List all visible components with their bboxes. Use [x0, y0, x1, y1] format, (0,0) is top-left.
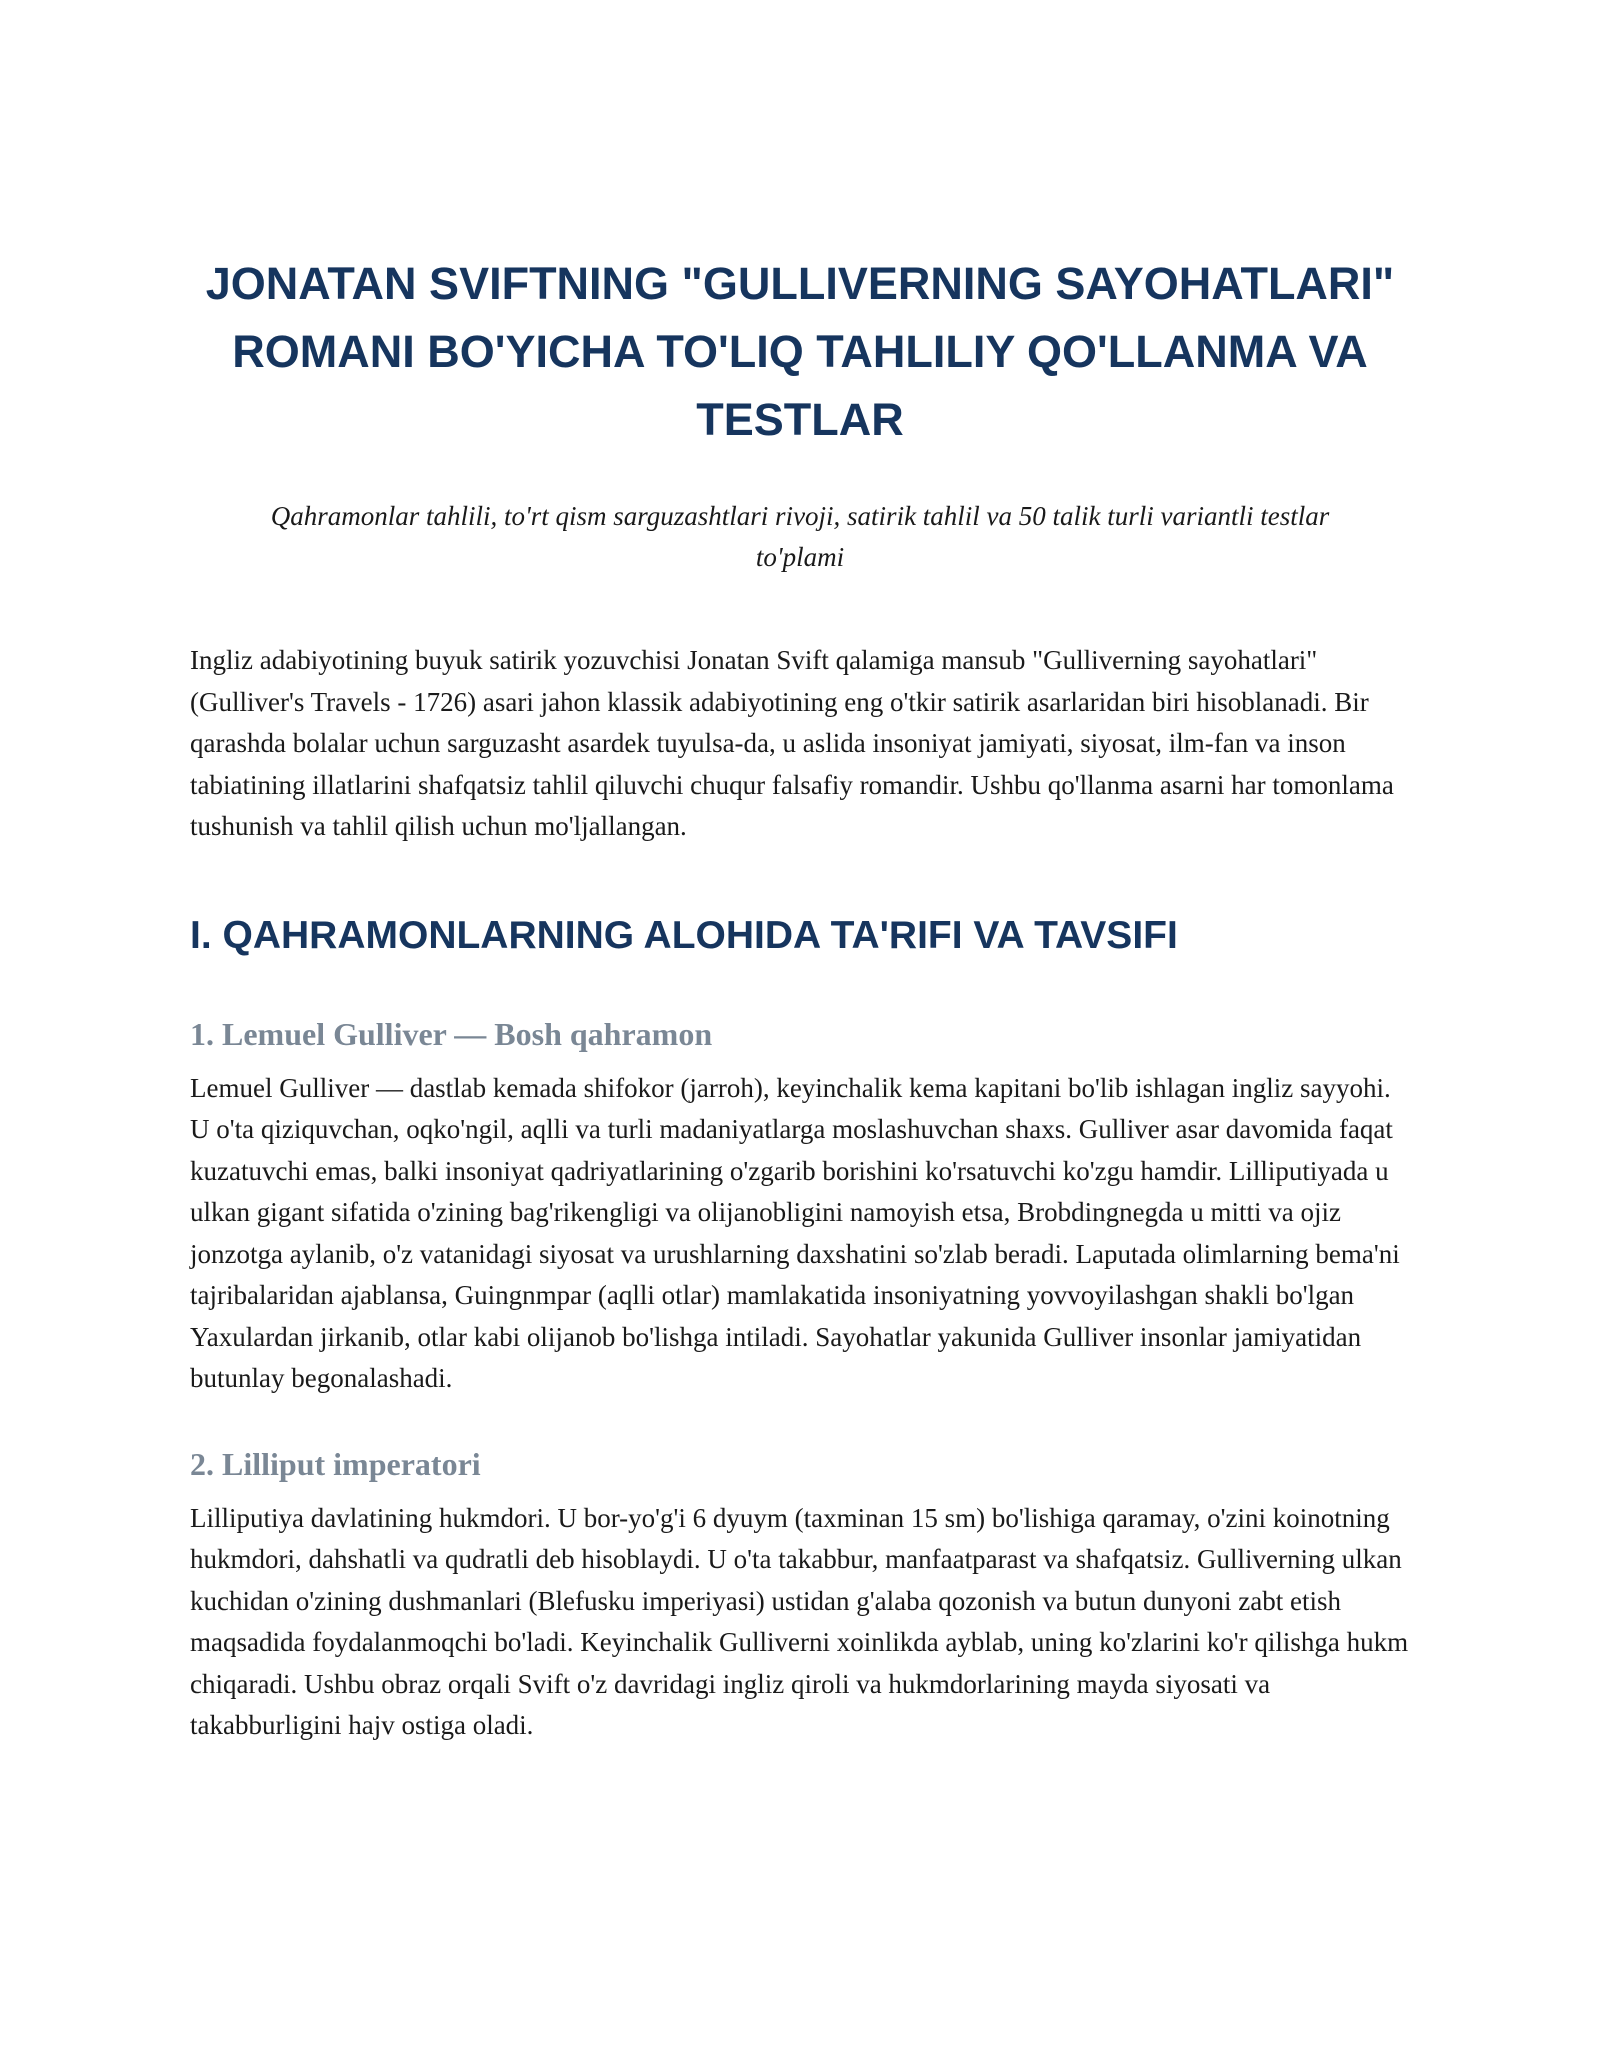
document-page: [190, 250, 1410, 1747]
subsection-paragraph-emperor: Lilliputiya davlatining hukmdori. U bor-yo'g'i 6 dyuym (taxminan 15 sm) bo'lishiga qaramay, o'zini koinotning hukmdori, dahshatli va qudratli deb hisoblaydi. U o'ta takabbur, manfaatparast va shafqatsiz. Gulliverning ulkan kuchidan o'zining dushmanlari (Blefusku imperiyasi) ustidan g'alaba qozonish va butun dunyoni zabt etish maqsadida foydalanmoqchi bo'ladi. Keyinchalik Gulliverni xoinlikda ayblab, uning ko'zlarini ko'r qilishga hukm chiqaradi. Ushbu obraz orqali Svift o'z davridagi ingliz qiroli va hukmdorlarining mayda siyosati va takabburligini hajv ostiga oladi.: [190, 1502, 1409, 1740]
subsection-paragraph-gulliver: Lemuel Gulliver — dastlab kemada shifokor (jarroh), keyinchalik kema kapitani bo'lib ishlagan ingliz sayyohi. U o'ta qiziquvchan, oqko'ngil, aqlli va turli madaniyatlarga moslashuvchan shaxs. Gulliver asar davomida faqat kuzatuvchi emas, balki insoniyat qadriyatlarining o'zgarib borishini ko'rsatuvchi ko'zgu hamdir. Lilliputiyada u ulkan gigant sifatida o'zining bag'rikengligi va olijanobligini namoyish etsa, Brobdingnegda u mitti va ojiz jonzotga aylanib, o'z vatanidagi siyosat va urushlarning daxshatini so'zlab beradi. Laputada olimlarning bema'ni tajribalaridan ajablansa, Guingnmpar (aqlli otlar) mamlakatida insoniyatning yovvoyilashgan shakli bo'lgan Yaxulardan jirkanib, otlar kabi olijanob bo'lishga intiladi. Sayohatlar yakunida Gulliver insonlar jamiyatidan butunlay begonalashadi.: [190, 1072, 1400, 1393]
document-subtitle: Qahramonlar tahlili, to'rt qism sarguzashtlari rivoji, satirik tahlil va 50 talik turli variantli testlar to'plami: [270, 501, 1330, 572]
document-title: JONATAN SVIFTNING "GULLIVERNING SAYOHATLARI" ROMANI BO'YICHA TO'LIQ TAHLILIY QO'LLANMA VA TESTLAR: [205, 258, 1395, 445]
subsection-heading-emperor: 2. Lilliput imperatori: [190, 1445, 481, 1482]
section-heading: I. QAHRAMONLARNING ALOHIDA TA'RIFI VA TAVSIFI: [190, 913, 1178, 957]
subsection-heading-gulliver: 1. Lemuel Gulliver — Bosh qahramon: [190, 1015, 713, 1052]
intro-paragraph: Ingliz adabiyotining buyuk satirik yozuvchisi Jonatan Svift qalamiga mansub "Gulliverning sayohatlari" (Gulliver's Travels - 1726) asari jahon klassik adabiyotining eng o'tkir satirik asarlaridan biri hisoblanadi. Bir qarashda bolalar uchun sarguzasht asardek tuyulsa-da, u aslida insoniyat jamiyati, siyosat, ilm-fan va inson tabiatining illatlarini shafqatsiz tahlil qiluvchi chuqur falsafiy romandir. Ushbu qo'llanma asarni har tomonlama tushunish va tahlil qilish uchun mo'ljallangan.: [190, 645, 1394, 841]
